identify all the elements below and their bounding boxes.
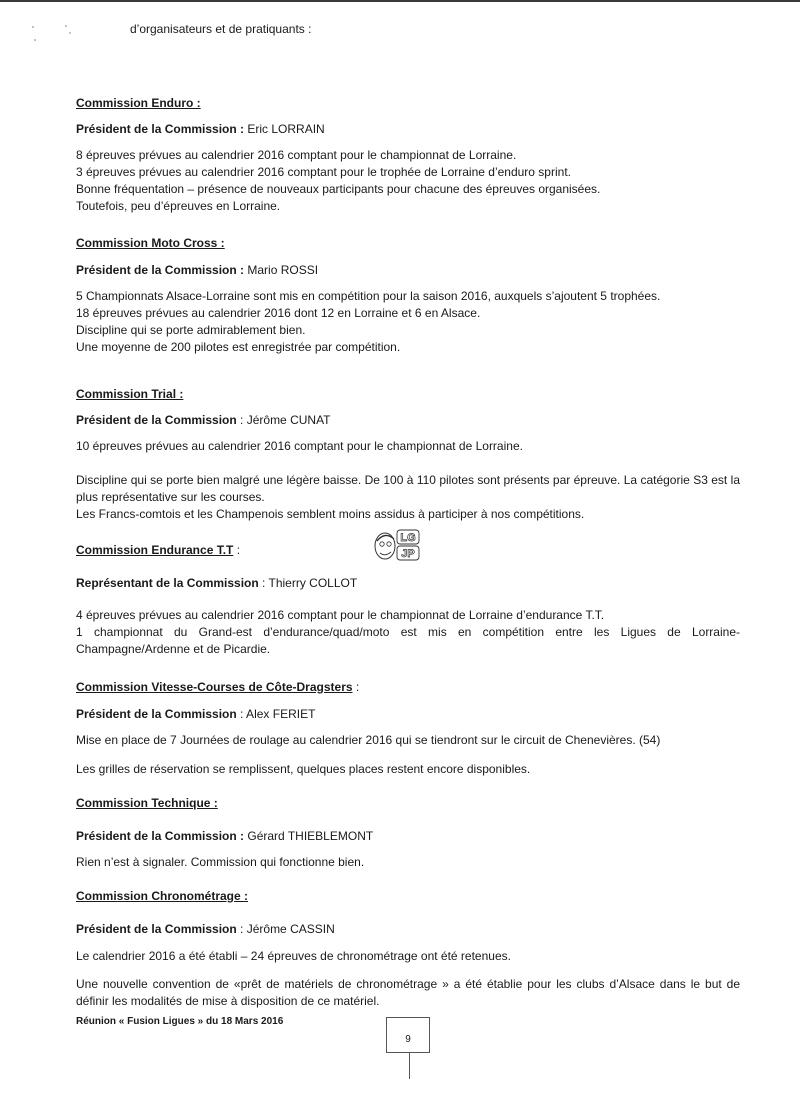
president-name: Eric LORRAIN — [244, 122, 325, 136]
paragraph: Une moyenne de 200 pilotes est enregistrée par compétition. — [76, 340, 401, 354]
role-label: Président de la Commission : — [76, 122, 245, 136]
heading-text: Commission Vitesse-Courses de Côte-Dragsters — [76, 680, 353, 694]
president-line-trial — [76, 413, 331, 427]
section-body-enduro — [76, 147, 740, 215]
president-line-technique — [76, 829, 373, 843]
heading-suffix: : — [233, 543, 241, 557]
paragraph: 1 championnat du Grand-est d’endurance/quad/moto est mis en compétition entre les Ligues de Lorraine-Champagne/Ardenne et de Picardie. — [76, 625, 740, 656]
lgjp-stamp-logo — [372, 528, 422, 562]
paragraph: Rien n’est à signaler. Commission qui fonctionne bien. — [76, 855, 365, 869]
paragraph: 3 épreuves prévues au calendrier 2016 comptant pour le trophée de Lorraine d’enduro sprint. — [76, 165, 571, 179]
page-number-box — [386, 1017, 430, 1053]
section-heading-technique: Commission Technique : — [76, 796, 218, 810]
representative-name: : Thierry COLLOT — [258, 576, 358, 590]
president-line-enduro — [76, 122, 325, 136]
page-number-tick — [409, 1053, 410, 1079]
president-name: : Jérôme CUNAT — [236, 413, 331, 427]
role-label: Président de la Commission — [76, 413, 237, 427]
paragraph: Une nouvelle convention de «prêt de matériels de chronométrage » a été établie pour les clubs d’Alsace dans le but de définir les modalités de mise à disposition de ce matériel. — [76, 977, 740, 1008]
role-label: Président de la Commission — [76, 707, 237, 721]
paragraph: Discipline qui se porte admirablement bien. — [76, 323, 306, 337]
heading-text: Commission Endurance T.T — [76, 543, 234, 557]
president-name: : Jérôme CASSIN — [236, 922, 335, 936]
president-name: Mario ROSSI — [244, 263, 319, 277]
section-heading-trial: Commission Trial : — [76, 387, 184, 401]
role-label: Représentant de la Commission — [76, 576, 259, 590]
scan-specks — [30, 22, 80, 46]
section-body-chronometrage — [76, 976, 740, 1010]
paragraph: 4 épreuves prévues au calendrier 2016 comptant pour le championnat de Lorraine d’endurance T.T. — [76, 608, 605, 622]
paragraph: Toutefois, peu d’épreuves en Lorraine. — [76, 199, 281, 213]
paragraph: 10 épreuves prévues au calendrier 2016 comptant pour le championnat de Lorraine. — [76, 439, 523, 453]
heading-suffix: : — [352, 680, 360, 694]
paragraph: Les grilles de réservation se remplissent, quelques places restent encore disponibles. — [76, 762, 531, 776]
section-heading-vitesse — [76, 680, 359, 694]
top-rule — [0, 0, 800, 2]
section-heading-chronometrage: Commission Chronométrage : — [76, 889, 249, 903]
paragraph: Le calendrier 2016 a été établi – 24 épreuves de chronométrage ont été retenues. — [76, 949, 511, 963]
paragraph: Les Francs-comtois et les Champenois semblent moins assidus à participer à nos compétitions. — [76, 507, 585, 521]
president-line-chronometrage — [76, 922, 335, 936]
paragraph: 18 épreuves prévues au calendrier 2016 dont 12 en Lorraine et 6 en Alsace. — [76, 306, 481, 320]
paragraph: 5 Championnats Alsace-Lorraine sont mis en compétition pour la saison 2016, auxquels s’ajoutent 5 trophées. — [76, 289, 661, 303]
stamp-text-line1: LG — [400, 532, 416, 544]
paragraph: Discipline qui se porte bien malgré une légère baisse. De 100 à 110 pilotes sont présents par épreuve. La catégorie S3 est la plus représentative sur les courses. — [76, 473, 740, 504]
president-line-moto-cross — [76, 263, 318, 277]
president-line-vitesse — [76, 707, 315, 721]
footer-meeting-title: Réunion « Fusion Ligues » du 18 Mars 2016 — [76, 1016, 284, 1027]
president-name: : Alex FERIET — [236, 707, 316, 721]
section-heading-enduro: Commission Enduro : — [76, 96, 201, 110]
representative-line-endurance-tt — [76, 576, 357, 590]
president-name: Gérard THIEBLEMONT — [244, 829, 374, 843]
section-body-moto-cross — [76, 288, 740, 356]
paragraph: Bonne fréquentation – présence de nouveaux participants pour chacune des épreuves organisées. — [76, 182, 601, 196]
intro-line: d’organisateurs et de pratiquants : — [130, 22, 312, 36]
section-body-trial — [76, 472, 740, 523]
section-body-trial-intro — [76, 438, 740, 455]
section-heading-endurance-tt — [76, 543, 240, 557]
section-body-endurance-tt — [76, 607, 740, 658]
page-number: 9 — [405, 1034, 411, 1045]
role-label: Président de la Commission — [76, 922, 237, 936]
paragraph: 8 épreuves prévues au calendrier 2016 comptant pour le championnat de Lorraine. — [76, 148, 517, 162]
role-label: Président de la Commission : — [76, 829, 245, 843]
stamp-text-line2: JP — [401, 548, 415, 560]
section-heading-moto-cross: Commission Moto Cross : — [76, 236, 225, 250]
paragraph: Mise en place de 7 Journées de roulage au calendrier 2016 qui se tiendront sur le circuit de Chenevières. (54) — [76, 733, 661, 747]
role-label: Président de la Commission : — [76, 263, 245, 277]
